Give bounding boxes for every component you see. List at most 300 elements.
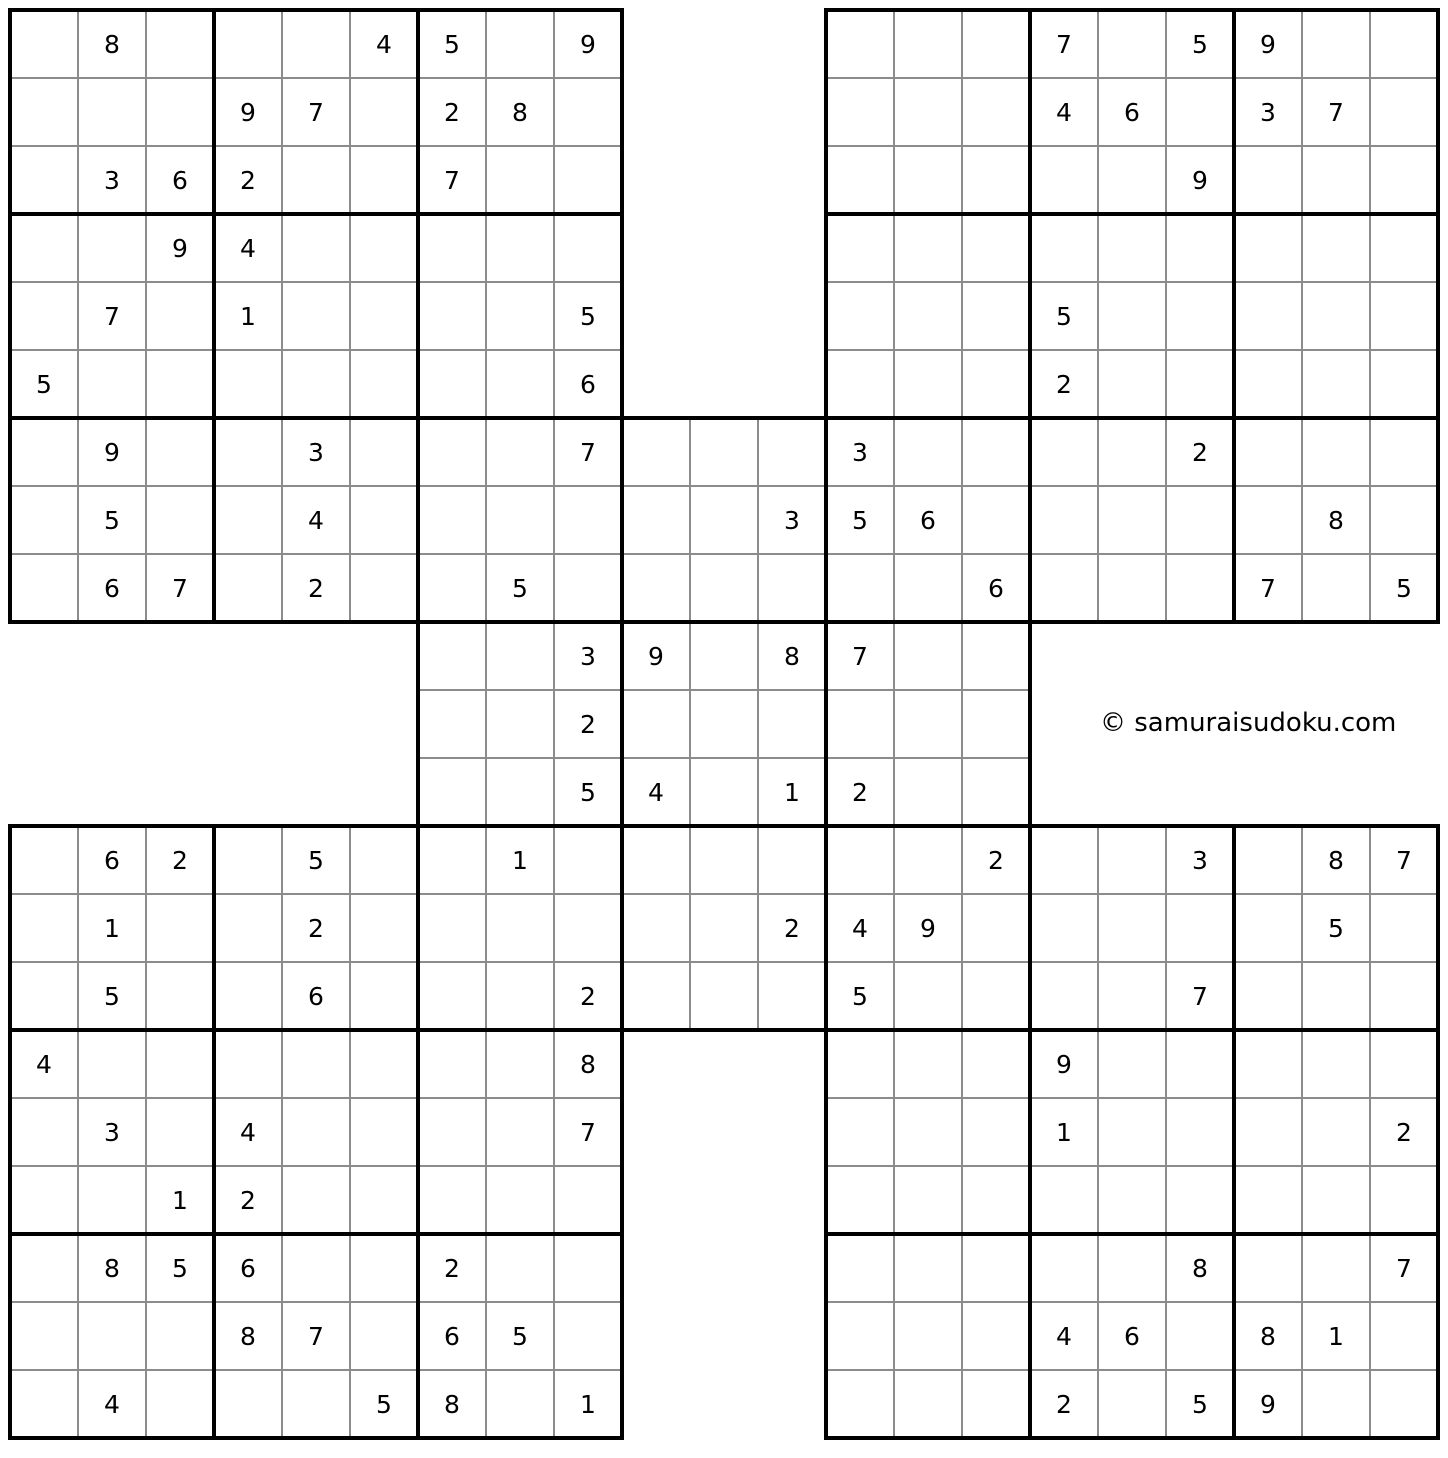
- empty-cell[interactable]: [1234, 214, 1302, 282]
- empty-cell[interactable]: [690, 418, 758, 486]
- empty-cell[interactable]: [622, 826, 690, 894]
- empty-cell[interactable]: [1098, 1166, 1166, 1234]
- empty-cell[interactable]: [1234, 1234, 1302, 1302]
- empty-cell[interactable]: [10, 10, 78, 78]
- given-cell: 9: [554, 10, 622, 78]
- given-cell: 7: [554, 1098, 622, 1166]
- empty-cell[interactable]: [894, 1234, 962, 1302]
- empty-cell[interactable]: [554, 1166, 622, 1234]
- empty-cell[interactable]: [1098, 894, 1166, 962]
- given-cell: 7: [1370, 826, 1438, 894]
- given-cell: 6: [1098, 78, 1166, 146]
- empty-cell[interactable]: [146, 350, 214, 418]
- empty-cell[interactable]: [10, 1234, 78, 1302]
- empty-cell[interactable]: [1098, 1098, 1166, 1166]
- empty-cell[interactable]: [962, 690, 1030, 758]
- empty-cell[interactable]: [962, 1030, 1030, 1098]
- empty-cell[interactable]: [350, 554, 418, 622]
- given-cell: 4: [1030, 1302, 1098, 1370]
- empty-cell[interactable]: [418, 350, 486, 418]
- empty-cell[interactable]: [350, 418, 418, 486]
- empty-cell[interactable]: [894, 690, 962, 758]
- empty-cell[interactable]: [894, 350, 962, 418]
- given-cell: 2: [146, 826, 214, 894]
- given-cell: 6: [282, 962, 350, 1030]
- empty-cell[interactable]: [826, 1030, 894, 1098]
- empty-cell[interactable]: [826, 146, 894, 214]
- empty-cell[interactable]: [758, 418, 826, 486]
- empty-cell[interactable]: [1098, 1234, 1166, 1302]
- empty-cell[interactable]: [554, 486, 622, 554]
- empty-cell[interactable]: [1098, 10, 1166, 78]
- empty-cell[interactable]: [894, 1166, 962, 1234]
- empty-cell[interactable]: [758, 554, 826, 622]
- empty-cell[interactable]: [350, 214, 418, 282]
- empty-cell[interactable]: [894, 214, 962, 282]
- empty-cell[interactable]: [486, 1370, 554, 1438]
- empty-cell[interactable]: [10, 146, 78, 214]
- empty-cell[interactable]: [282, 214, 350, 282]
- given-cell: 5: [350, 1370, 418, 1438]
- empty-cell[interactable]: [282, 10, 350, 78]
- empty-cell[interactable]: [350, 146, 418, 214]
- empty-cell[interactable]: [554, 554, 622, 622]
- empty-cell[interactable]: [1166, 1098, 1234, 1166]
- empty-cell[interactable]: [1166, 1166, 1234, 1234]
- empty-cell[interactable]: [962, 418, 1030, 486]
- copyright-text: © samuraisudoku.com: [1100, 708, 1397, 738]
- empty-cell[interactable]: [282, 1166, 350, 1234]
- empty-cell[interactable]: [418, 486, 486, 554]
- empty-cell[interactable]: [826, 282, 894, 350]
- empty-cell[interactable]: [622, 486, 690, 554]
- empty-cell[interactable]: [1030, 1166, 1098, 1234]
- empty-cell[interactable]: [146, 1030, 214, 1098]
- empty-cell[interactable]: [10, 282, 78, 350]
- empty-cell[interactable]: [1370, 282, 1438, 350]
- empty-cell[interactable]: [418, 214, 486, 282]
- empty-cell[interactable]: [10, 1166, 78, 1234]
- empty-cell[interactable]: [214, 418, 282, 486]
- empty-cell[interactable]: [1166, 894, 1234, 962]
- empty-cell[interactable]: [1302, 1030, 1370, 1098]
- empty-cell[interactable]: [554, 214, 622, 282]
- empty-cell[interactable]: [962, 146, 1030, 214]
- empty-cell[interactable]: [418, 894, 486, 962]
- empty-cell[interactable]: [1302, 962, 1370, 1030]
- empty-cell[interactable]: [1030, 826, 1098, 894]
- empty-cell[interactable]: [1234, 486, 1302, 554]
- empty-cell[interactable]: [486, 418, 554, 486]
- empty-cell[interactable]: [1098, 1370, 1166, 1438]
- empty-cell[interactable]: [894, 962, 962, 1030]
- empty-cell[interactable]: [894, 418, 962, 486]
- box-border-vertical: [1436, 824, 1440, 1440]
- empty-cell[interactable]: [894, 622, 962, 690]
- given-cell: 2: [282, 894, 350, 962]
- empty-cell[interactable]: [826, 1166, 894, 1234]
- empty-cell[interactable]: [1098, 146, 1166, 214]
- empty-cell[interactable]: [1302, 554, 1370, 622]
- empty-cell[interactable]: [1166, 214, 1234, 282]
- empty-cell[interactable]: [826, 1098, 894, 1166]
- empty-cell[interactable]: [826, 1234, 894, 1302]
- empty-cell[interactable]: [758, 690, 826, 758]
- empty-cell[interactable]: [1370, 146, 1438, 214]
- empty-cell[interactable]: [894, 826, 962, 894]
- empty-cell[interactable]: [1302, 1166, 1370, 1234]
- empty-cell[interactable]: [1370, 418, 1438, 486]
- empty-cell[interactable]: [690, 962, 758, 1030]
- given-cell: 5: [486, 554, 554, 622]
- empty-cell[interactable]: [554, 1302, 622, 1370]
- given-cell: 7: [826, 622, 894, 690]
- empty-cell[interactable]: [1234, 826, 1302, 894]
- empty-cell[interactable]: [486, 214, 554, 282]
- given-cell: 3: [554, 622, 622, 690]
- empty-cell[interactable]: [282, 282, 350, 350]
- empty-cell[interactable]: [1098, 214, 1166, 282]
- empty-cell[interactable]: [350, 78, 418, 146]
- empty-cell[interactable]: [214, 1030, 282, 1098]
- empty-cell[interactable]: [894, 1098, 962, 1166]
- empty-cell[interactable]: [826, 78, 894, 146]
- empty-cell[interactable]: [554, 146, 622, 214]
- empty-cell[interactable]: [962, 214, 1030, 282]
- empty-cell[interactable]: [282, 1030, 350, 1098]
- empty-cell[interactable]: [486, 1030, 554, 1098]
- empty-cell[interactable]: [1370, 1166, 1438, 1234]
- empty-cell[interactable]: [282, 1370, 350, 1438]
- empty-cell[interactable]: [622, 690, 690, 758]
- empty-cell[interactable]: [1234, 146, 1302, 214]
- empty-cell[interactable]: [1030, 214, 1098, 282]
- empty-cell[interactable]: [1302, 418, 1370, 486]
- empty-cell[interactable]: [894, 1030, 962, 1098]
- empty-cell[interactable]: [690, 826, 758, 894]
- empty-cell[interactable]: [1370, 1030, 1438, 1098]
- empty-cell[interactable]: [1370, 350, 1438, 418]
- empty-cell[interactable]: [146, 962, 214, 1030]
- empty-cell[interactable]: [1166, 486, 1234, 554]
- empty-cell[interactable]: [10, 78, 78, 146]
- empty-cell[interactable]: [1030, 146, 1098, 214]
- empty-cell[interactable]: [962, 894, 1030, 962]
- empty-cell[interactable]: [1234, 1166, 1302, 1234]
- empty-cell[interactable]: [282, 146, 350, 214]
- empty-cell[interactable]: [214, 554, 282, 622]
- empty-cell[interactable]: [690, 486, 758, 554]
- given-cell: 3: [826, 418, 894, 486]
- box-border-vertical: [824, 824, 828, 1440]
- empty-cell[interactable]: [418, 1098, 486, 1166]
- given-cell: 1: [146, 1166, 214, 1234]
- empty-cell[interactable]: [418, 758, 486, 826]
- given-cell: 5: [1370, 554, 1438, 622]
- empty-cell[interactable]: [962, 1302, 1030, 1370]
- empty-cell[interactable]: [1234, 1030, 1302, 1098]
- empty-cell[interactable]: [10, 1370, 78, 1438]
- empty-cell[interactable]: [894, 1302, 962, 1370]
- empty-cell[interactable]: [486, 894, 554, 962]
- empty-cell[interactable]: [418, 554, 486, 622]
- empty-cell[interactable]: [350, 826, 418, 894]
- empty-cell[interactable]: [1302, 1234, 1370, 1302]
- empty-cell[interactable]: [962, 758, 1030, 826]
- given-cell: 8: [418, 1370, 486, 1438]
- empty-cell[interactable]: [1166, 78, 1234, 146]
- empty-cell[interactable]: [554, 78, 622, 146]
- empty-cell[interactable]: [622, 554, 690, 622]
- given-cell: 5: [826, 486, 894, 554]
- empty-cell[interactable]: [962, 10, 1030, 78]
- empty-cell[interactable]: [554, 826, 622, 894]
- empty-cell[interactable]: [486, 1098, 554, 1166]
- empty-cell[interactable]: [1030, 894, 1098, 962]
- empty-cell[interactable]: [10, 1302, 78, 1370]
- empty-cell[interactable]: [486, 350, 554, 418]
- given-cell: 5: [554, 282, 622, 350]
- empty-cell[interactable]: [146, 418, 214, 486]
- empty-cell[interactable]: [1030, 1234, 1098, 1302]
- given-cell: 6: [554, 350, 622, 418]
- empty-cell[interactable]: [1302, 350, 1370, 418]
- empty-cell[interactable]: [146, 78, 214, 146]
- empty-cell[interactable]: [486, 1166, 554, 1234]
- empty-cell[interactable]: [1302, 146, 1370, 214]
- empty-cell[interactable]: [10, 554, 78, 622]
- given-cell: 7: [554, 418, 622, 486]
- empty-cell[interactable]: [418, 282, 486, 350]
- empty-cell[interactable]: [962, 1234, 1030, 1302]
- empty-cell[interactable]: [1030, 486, 1098, 554]
- empty-cell[interactable]: [1234, 894, 1302, 962]
- empty-cell[interactable]: [826, 554, 894, 622]
- empty-cell[interactable]: [894, 758, 962, 826]
- empty-cell[interactable]: [78, 1030, 146, 1098]
- empty-cell[interactable]: [1370, 1370, 1438, 1438]
- empty-cell[interactable]: [214, 350, 282, 418]
- empty-cell[interactable]: [1030, 554, 1098, 622]
- box-border-horizontal: [8, 212, 624, 216]
- empty-cell[interactable]: [1098, 554, 1166, 622]
- empty-cell[interactable]: [690, 758, 758, 826]
- empty-cell[interactable]: [1098, 962, 1166, 1030]
- empty-cell[interactable]: [418, 622, 486, 690]
- empty-cell[interactable]: [486, 1234, 554, 1302]
- given-cell: 3: [78, 146, 146, 214]
- empty-cell[interactable]: [350, 1302, 418, 1370]
- empty-cell[interactable]: [962, 78, 1030, 146]
- empty-cell[interactable]: [146, 1098, 214, 1166]
- empty-cell[interactable]: [1370, 894, 1438, 962]
- empty-cell[interactable]: [690, 894, 758, 962]
- empty-cell[interactable]: [962, 350, 1030, 418]
- empty-cell[interactable]: [826, 826, 894, 894]
- empty-cell[interactable]: [418, 962, 486, 1030]
- empty-cell[interactable]: [826, 214, 894, 282]
- empty-cell[interactable]: [894, 10, 962, 78]
- empty-cell[interactable]: [962, 486, 1030, 554]
- empty-cell[interactable]: [622, 962, 690, 1030]
- empty-cell[interactable]: [214, 894, 282, 962]
- empty-cell[interactable]: [78, 350, 146, 418]
- empty-cell[interactable]: [418, 826, 486, 894]
- empty-cell[interactable]: [350, 962, 418, 1030]
- empty-cell[interactable]: [350, 350, 418, 418]
- empty-cell[interactable]: [1098, 486, 1166, 554]
- empty-cell[interactable]: [1098, 1030, 1166, 1098]
- empty-cell[interactable]: [10, 214, 78, 282]
- empty-cell[interactable]: [146, 282, 214, 350]
- empty-cell[interactable]: [1234, 962, 1302, 1030]
- empty-cell[interactable]: [826, 10, 894, 78]
- empty-cell[interactable]: [962, 282, 1030, 350]
- empty-cell[interactable]: [1302, 214, 1370, 282]
- empty-cell[interactable]: [1370, 486, 1438, 554]
- given-cell: 2: [1166, 418, 1234, 486]
- empty-cell[interactable]: [418, 1166, 486, 1234]
- empty-cell[interactable]: [1234, 418, 1302, 486]
- empty-cell[interactable]: [486, 486, 554, 554]
- empty-cell[interactable]: [1302, 1370, 1370, 1438]
- empty-cell[interactable]: [1166, 554, 1234, 622]
- given-cell: 4: [1030, 78, 1098, 146]
- empty-cell[interactable]: [10, 486, 78, 554]
- empty-cell[interactable]: [1302, 1098, 1370, 1166]
- empty-cell[interactable]: [418, 418, 486, 486]
- empty-cell[interactable]: [826, 690, 894, 758]
- empty-cell[interactable]: [1302, 282, 1370, 350]
- empty-cell[interactable]: [486, 146, 554, 214]
- empty-cell[interactable]: [78, 1302, 146, 1370]
- empty-cell[interactable]: [826, 1302, 894, 1370]
- empty-cell[interactable]: [690, 690, 758, 758]
- given-cell: 8: [1234, 1302, 1302, 1370]
- empty-cell[interactable]: [622, 894, 690, 962]
- empty-cell[interactable]: [1166, 282, 1234, 350]
- empty-cell[interactable]: [1234, 282, 1302, 350]
- given-cell: 7: [282, 78, 350, 146]
- empty-cell[interactable]: [894, 1370, 962, 1438]
- empty-cell[interactable]: [826, 1370, 894, 1438]
- empty-cell[interactable]: [962, 1098, 1030, 1166]
- empty-cell[interactable]: [758, 826, 826, 894]
- empty-cell[interactable]: [826, 350, 894, 418]
- empty-cell[interactable]: [486, 282, 554, 350]
- empty-cell[interactable]: [1370, 962, 1438, 1030]
- empty-cell[interactable]: [1370, 10, 1438, 78]
- empty-cell[interactable]: [894, 282, 962, 350]
- given-cell: 2: [214, 1166, 282, 1234]
- empty-cell[interactable]: [1030, 962, 1098, 1030]
- empty-cell[interactable]: [78, 78, 146, 146]
- empty-cell[interactable]: [418, 1030, 486, 1098]
- empty-cell[interactable]: [350, 1098, 418, 1166]
- empty-cell[interactable]: [1302, 10, 1370, 78]
- empty-cell[interactable]: [10, 418, 78, 486]
- empty-cell[interactable]: [1234, 1098, 1302, 1166]
- empty-cell[interactable]: [1098, 826, 1166, 894]
- empty-cell[interactable]: [146, 894, 214, 962]
- empty-cell[interactable]: [962, 622, 1030, 690]
- empty-cell[interactable]: [1166, 350, 1234, 418]
- empty-cell[interactable]: [350, 1234, 418, 1302]
- empty-cell[interactable]: [282, 1098, 350, 1166]
- empty-cell[interactable]: [350, 894, 418, 962]
- empty-cell[interactable]: [486, 962, 554, 1030]
- empty-cell[interactable]: [214, 962, 282, 1030]
- empty-cell[interactable]: [350, 1166, 418, 1234]
- empty-cell[interactable]: [1030, 418, 1098, 486]
- empty-cell[interactable]: [214, 1370, 282, 1438]
- empty-cell[interactable]: [554, 1234, 622, 1302]
- empty-cell[interactable]: [1166, 1030, 1234, 1098]
- empty-cell[interactable]: [962, 962, 1030, 1030]
- empty-cell[interactable]: [146, 486, 214, 554]
- given-cell: 7: [282, 1302, 350, 1370]
- empty-cell[interactable]: [10, 894, 78, 962]
- empty-cell[interactable]: [894, 78, 962, 146]
- empty-cell[interactable]: [78, 214, 146, 282]
- empty-cell[interactable]: [350, 1030, 418, 1098]
- empty-cell[interactable]: [146, 1370, 214, 1438]
- empty-cell[interactable]: [622, 418, 690, 486]
- box-border-vertical: [212, 8, 216, 624]
- given-cell: 4: [622, 758, 690, 826]
- empty-cell[interactable]: [10, 962, 78, 1030]
- box-border-horizontal: [8, 1436, 624, 1440]
- given-cell: 9: [146, 214, 214, 282]
- empty-cell[interactable]: [1234, 350, 1302, 418]
- empty-cell[interactable]: [486, 758, 554, 826]
- empty-cell[interactable]: [146, 1302, 214, 1370]
- empty-cell[interactable]: [554, 894, 622, 962]
- empty-cell[interactable]: [214, 826, 282, 894]
- empty-cell[interactable]: [1098, 282, 1166, 350]
- empty-cell[interactable]: [1098, 418, 1166, 486]
- empty-cell[interactable]: [214, 10, 282, 78]
- empty-cell[interactable]: [486, 690, 554, 758]
- empty-cell[interactable]: [1370, 78, 1438, 146]
- empty-cell[interactable]: [894, 554, 962, 622]
- given-cell: 5: [1166, 10, 1234, 78]
- empty-cell[interactable]: [486, 10, 554, 78]
- empty-cell[interactable]: [1166, 1302, 1234, 1370]
- empty-cell[interactable]: [486, 622, 554, 690]
- empty-cell[interactable]: [10, 1098, 78, 1166]
- empty-cell[interactable]: [758, 962, 826, 1030]
- empty-cell[interactable]: [690, 554, 758, 622]
- empty-cell[interactable]: [1370, 1302, 1438, 1370]
- empty-cell[interactable]: [282, 350, 350, 418]
- empty-cell[interactable]: [962, 1370, 1030, 1438]
- box-border-horizontal: [824, 824, 1440, 828]
- empty-cell[interactable]: [894, 146, 962, 214]
- empty-cell[interactable]: [10, 826, 78, 894]
- empty-cell[interactable]: [282, 1234, 350, 1302]
- empty-cell[interactable]: [350, 486, 418, 554]
- empty-cell[interactable]: [350, 282, 418, 350]
- empty-cell[interactable]: [214, 486, 282, 554]
- empty-cell[interactable]: [146, 10, 214, 78]
- empty-cell[interactable]: [1098, 350, 1166, 418]
- empty-cell[interactable]: [78, 1166, 146, 1234]
- empty-cell[interactable]: [1370, 214, 1438, 282]
- empty-cell[interactable]: [418, 690, 486, 758]
- empty-cell[interactable]: [690, 622, 758, 690]
- empty-cell[interactable]: [962, 1166, 1030, 1234]
